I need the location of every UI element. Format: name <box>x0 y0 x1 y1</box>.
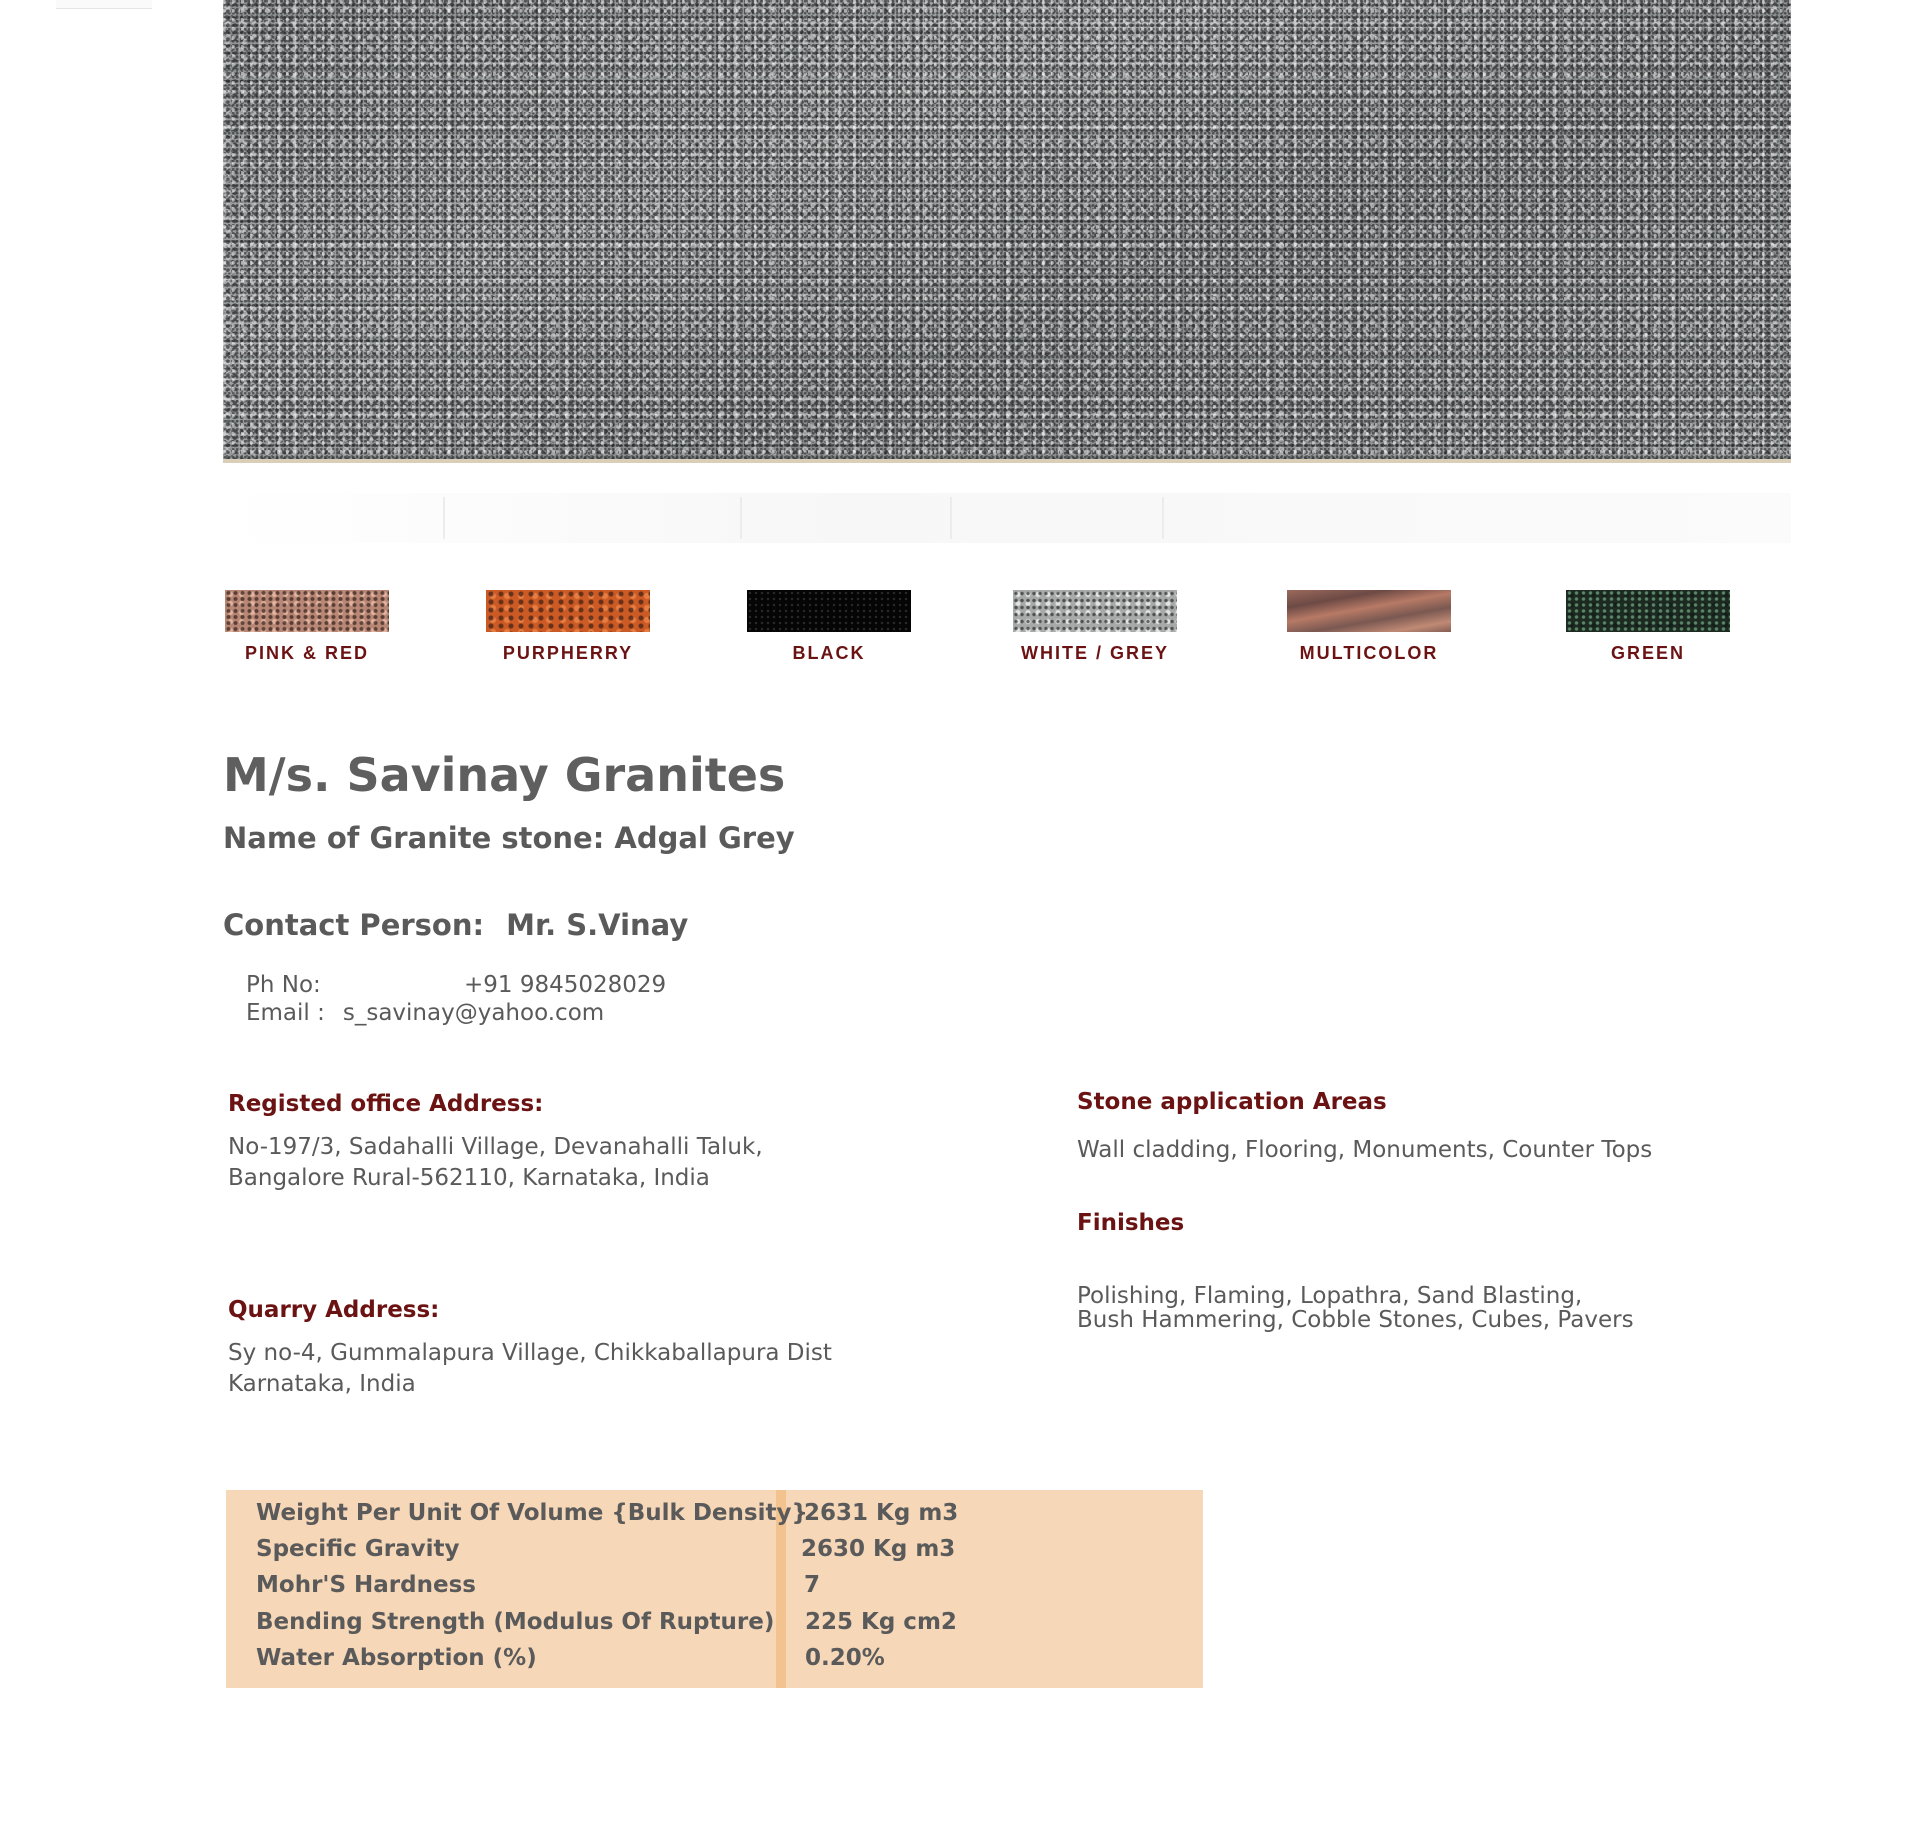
granite-hero-image <box>223 0 1791 463</box>
contact-person <box>223 908 688 942</box>
green-swatch-image[interactable] <box>1566 590 1730 632</box>
property-label: Mohr'S Hardness <box>256 1572 476 1598</box>
company-name: M/s. Savinay Granites <box>223 748 786 802</box>
office-address-heading: Registed office Address: <box>228 1091 544 1117</box>
contact-label: Contact Person: <box>223 908 485 942</box>
granite-stone-name: Name of Granite stone: Adgal Grey <box>223 821 795 855</box>
property-value: 2631 Kg m3 <box>804 1500 959 1526</box>
faded-nav-strip <box>223 493 1791 543</box>
finishes-heading: Finishes <box>1077 1210 1185 1236</box>
pink-red-swatch-image[interactable] <box>225 590 389 632</box>
white-grey-swatch-image[interactable] <box>1013 590 1177 632</box>
properties-table <box>226 1490 1203 1688</box>
category-label[interactable]: BLACK <box>792 643 866 663</box>
category-black[interactable] <box>747 590 911 664</box>
property-value: 2630 Kg m3 <box>801 1536 956 1562</box>
office-address-text <box>228 1132 763 1194</box>
property-value: 225 Kg cm2 <box>805 1609 957 1635</box>
category-green[interactable] <box>1566 590 1730 664</box>
purpherry-swatch-image[interactable] <box>486 590 650 632</box>
top-corner-strip <box>56 0 152 9</box>
finishes-text <box>1077 1284 1634 1332</box>
finishes-line: Bush Hammering, Cobble Stones, Cubes, Pavers <box>1077 1307 1634 1333</box>
category-label[interactable]: WHITE / GREY <box>1020 643 1169 663</box>
finishes-line: Polishing, Flaming, Lopathra, Sand Blasting, <box>1077 1283 1583 1309</box>
phone-value: +91 9845028029 <box>464 972 667 998</box>
property-label: Water Absorption (%) <box>256 1645 537 1671</box>
quarry-address-heading: Quarry Address: <box>228 1297 440 1323</box>
application-areas-text: Wall cladding, Flooring, Monuments, Counter Tops <box>1077 1137 1653 1163</box>
category-pink-red[interactable] <box>225 590 389 664</box>
office-address-line: No-197/3, Sadahalli Village, Devanahalli Taluk, <box>228 1134 763 1160</box>
quarry-address-line: Sy no-4, Gummalapura Village, Chikkaballapura Dist <box>228 1340 832 1366</box>
category-multicolor[interactable] <box>1287 590 1451 664</box>
nav-separator <box>950 497 952 539</box>
category-label[interactable]: PURPHERRY <box>502 643 634 663</box>
category-label[interactable]: MULTICOLOR <box>1299 643 1439 663</box>
property-label: Specific Gravity <box>256 1536 460 1562</box>
category-label[interactable]: PINK & RED <box>244 643 369 663</box>
property-value: 7 <box>804 1572 821 1598</box>
application-areas-heading: Stone application Areas <box>1077 1089 1387 1115</box>
property-label: Bending Strength (Modulus Of Rupture) <box>256 1609 775 1635</box>
nav-separator <box>443 497 445 539</box>
email-value[interactable]: s_savinay@yahoo.com <box>342 1000 605 1026</box>
property-value: 0.20% <box>805 1645 885 1671</box>
contact-name: Mr. S.Vinay <box>506 908 689 942</box>
nav-separator <box>1162 497 1164 539</box>
phone-label: Ph No: <box>246 972 321 998</box>
quarry-address-line: Karnataka, India <box>228 1371 416 1397</box>
category-purpherry[interactable] <box>486 590 650 664</box>
property-label: Weight Per Unit Of Volume {Bulk Density} <box>256 1500 808 1526</box>
category-white-grey[interactable] <box>1013 590 1177 664</box>
office-address-line: Bangalore Rural-562110, Karnataka, India <box>228 1165 710 1191</box>
email-label: Email : <box>246 1000 325 1026</box>
phone-row <box>246 972 667 998</box>
black-swatch-image[interactable] <box>747 590 911 632</box>
multicolor-swatch-image[interactable] <box>1287 590 1451 632</box>
email-row <box>246 1000 604 1026</box>
quarry-address-text <box>228 1338 832 1400</box>
nav-separator <box>740 497 742 539</box>
category-label[interactable]: GREEN <box>1610 643 1685 663</box>
